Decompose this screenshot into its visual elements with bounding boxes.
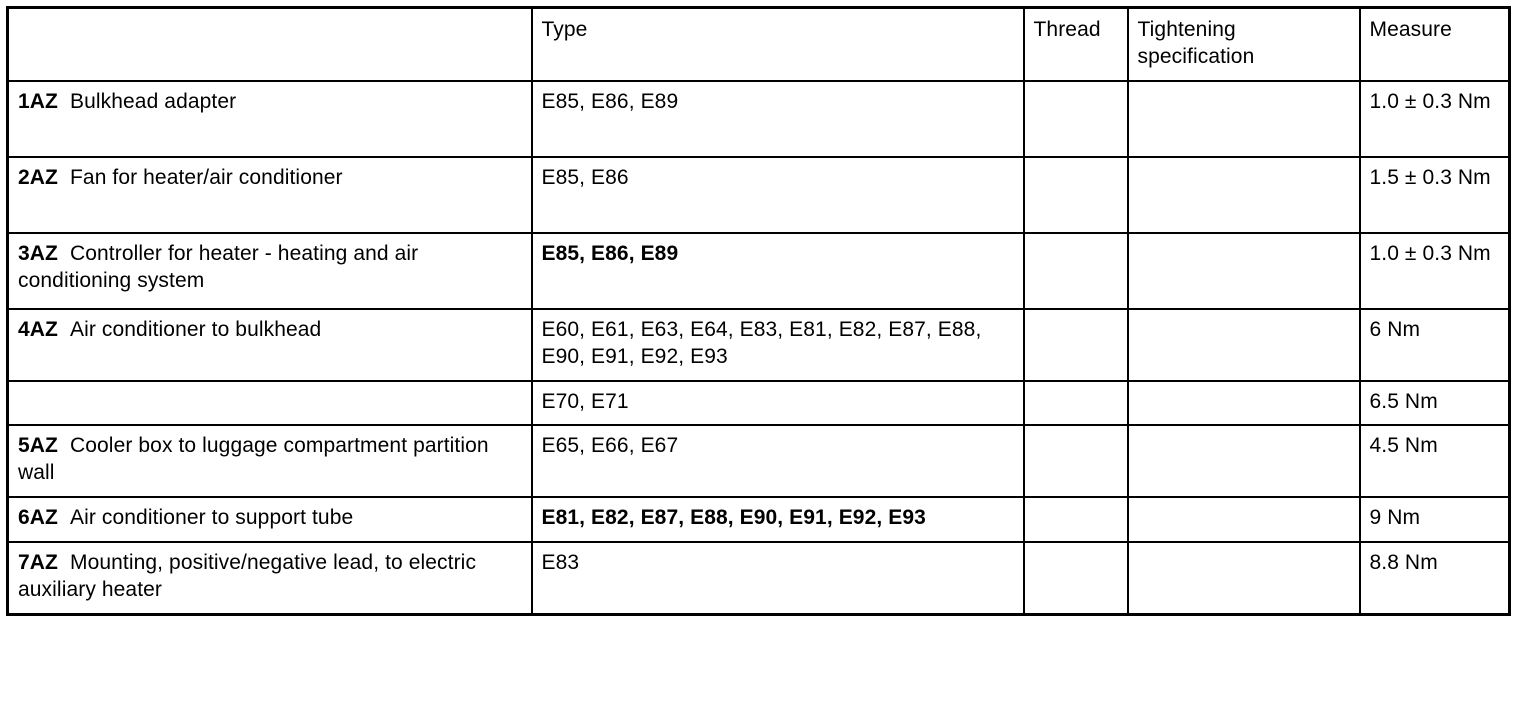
row-description: [8, 309, 532, 381]
row-description: [8, 381, 532, 426]
row-thread: [1024, 309, 1128, 381]
header-measure: Measure: [1360, 8, 1510, 81]
table-row: [8, 381, 1510, 426]
table-header-row: [8, 8, 1510, 81]
row-type: E70, E71: [532, 381, 1024, 426]
row-description-text: Controller for heater - heating and air conditioning system: [18, 241, 419, 292]
row-description: [8, 81, 532, 157]
row-tightening: [1128, 542, 1360, 614]
row-description: [8, 497, 532, 542]
header-type: Type: [532, 8, 1024, 81]
table-row: [8, 309, 1510, 381]
row-tightening: [1128, 381, 1360, 426]
row-type: E81, E82, E87, E88, E90, E91, E92, E93: [532, 497, 1024, 542]
row-measure: 1.0 ± 0.3 Nm: [1360, 81, 1510, 157]
row-tightening: [1128, 233, 1360, 309]
header-tightening-specification: Tightening specification: [1128, 8, 1360, 81]
row-id: 3AZ: [18, 241, 58, 265]
row-measure: 4.5 Nm: [1360, 425, 1510, 497]
row-thread: [1024, 542, 1128, 614]
row-measure: 8.8 Nm: [1360, 542, 1510, 614]
row-tightening: [1128, 157, 1360, 233]
row-id: 5AZ: [18, 434, 58, 458]
row-description-text: Air conditioner to bulkhead: [69, 317, 322, 341]
row-description-text: Cooler box to luggage compartment partition wall: [18, 434, 489, 485]
row-id: 1AZ: [18, 89, 58, 113]
row-tightening: [1128, 309, 1360, 381]
table-row: [8, 233, 1510, 309]
row-thread: [1024, 157, 1128, 233]
torque-specification-table: [6, 6, 1511, 616]
row-measure: 1.0 ± 0.3 Nm: [1360, 233, 1510, 309]
row-description-text: Mounting, positive/negative lead, to electric auxiliary heater: [18, 551, 477, 601]
row-tightening: [1128, 497, 1360, 542]
row-measure: 1.5 ± 0.3 Nm: [1360, 157, 1510, 233]
row-description-text: Fan for heater/air conditioner: [69, 165, 343, 189]
row-thread: [1024, 381, 1128, 426]
row-id: 6AZ: [18, 506, 58, 530]
row-id: 2AZ: [18, 165, 58, 189]
row-thread: [1024, 497, 1128, 542]
row-description-text: Bulkhead adapter: [69, 89, 237, 113]
row-thread: [1024, 233, 1128, 309]
row-type: E65, E66, E67: [532, 425, 1024, 497]
table-row: [8, 81, 1510, 157]
row-id: 4AZ: [18, 317, 58, 341]
row-measure: 6 Nm: [1360, 309, 1510, 381]
table-row: [8, 497, 1510, 542]
row-description: [8, 542, 532, 614]
row-description: [8, 233, 532, 309]
table-row: [8, 542, 1510, 614]
row-id: 7AZ: [18, 551, 58, 574]
row-measure: 6.5 Nm: [1360, 381, 1510, 426]
header-thread: Thread: [1024, 8, 1128, 81]
row-type: E83: [532, 542, 1024, 614]
row-type: E85, E86: [532, 157, 1024, 233]
header-description: [8, 8, 532, 81]
table-row: [8, 425, 1510, 497]
row-tightening: [1128, 425, 1360, 497]
row-tightening: [1128, 81, 1360, 157]
row-type: E60, E61, E63, E64, E83, E81, E82, E87, E88, E90, E91, E92, E93: [532, 309, 1024, 381]
row-measure: 9 Nm: [1360, 497, 1510, 542]
row-type: E85, E86, E89: [532, 233, 1024, 309]
table-row: [8, 157, 1510, 233]
row-thread: [1024, 81, 1128, 157]
row-type: E85, E86, E89: [532, 81, 1024, 157]
row-description-text: Air conditioner to support tube: [69, 506, 354, 530]
row-description: [8, 425, 532, 497]
row-description: [8, 157, 532, 233]
row-thread: [1024, 425, 1128, 497]
